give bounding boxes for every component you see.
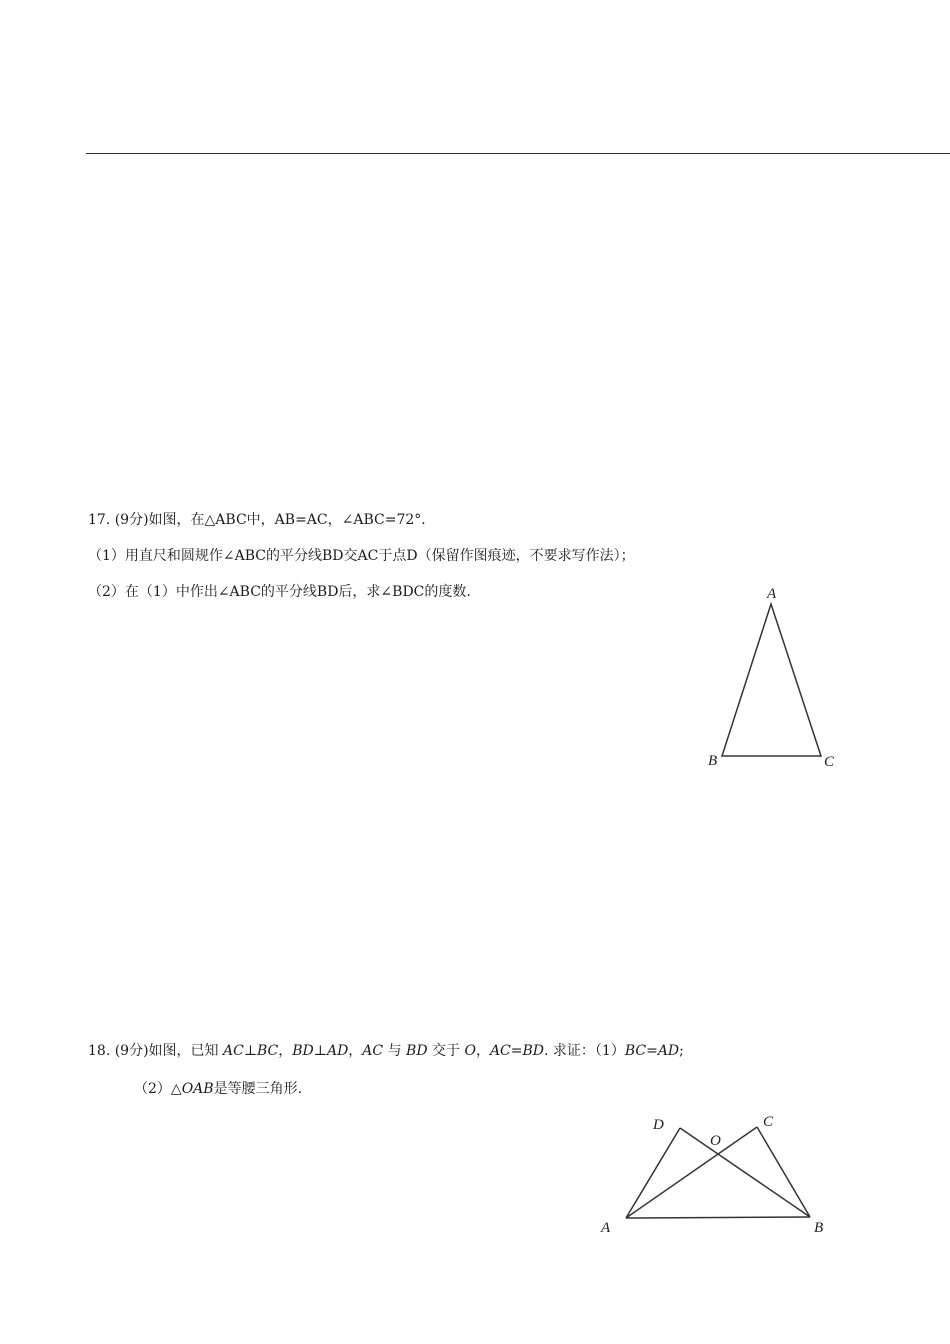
q18-seg-bd-2: BD: [406, 1043, 428, 1059]
q17-triangle-figure: [700, 580, 850, 780]
q18-seg-bc: BC: [257, 1043, 279, 1059]
q18-label-c: C: [763, 1114, 774, 1130]
q18-label-d: D: [653, 1117, 664, 1133]
q18-eq-bc-ad: BC=AD: [624, 1043, 680, 1059]
q18-eq-ac-bd: AC=BD: [489, 1043, 545, 1059]
segment-cb: [757, 1127, 810, 1217]
q18-label-b: B: [814, 1220, 824, 1236]
q18-label-a: A: [601, 1220, 611, 1236]
q18-part2: [134, 1079, 302, 1099]
q18-comma: ，: [348, 1043, 363, 1059]
q18-semicolon: ;: [679, 1043, 684, 1059]
q18-part2-suffix: 是等腰三角形.: [213, 1081, 303, 1097]
triangle-abc: [722, 604, 821, 756]
q17-label-b: B: [708, 753, 718, 769]
q18-seg-ad: AD: [326, 1043, 349, 1059]
q17-stem: 17. (9分)如图，在△ABC中，AB=AC，∠ABC=72°．: [88, 512, 436, 528]
q18-label-o: O: [710, 1133, 721, 1149]
segment-ab: [626, 1217, 810, 1218]
header-rule: [86, 153, 950, 154]
q18-seg-ac-2: AC: [362, 1043, 384, 1059]
segment-ac: [626, 1127, 757, 1218]
q18-seg-bd: BD: [292, 1043, 314, 1059]
q18-part2-prefix: （2）△: [134, 1081, 182, 1097]
q18-stem: [88, 1041, 684, 1061]
q18-quadrilateral-figure: [590, 1105, 840, 1240]
q18-triangle-oab: OAB: [181, 1081, 214, 1097]
q18-stem-prefix: 18. (9分)如图，已知: [88, 1043, 219, 1059]
q18-point-o: O: [464, 1043, 476, 1059]
q18-comma: ，: [475, 1043, 490, 1059]
perp-symbol: ⊥: [243, 1043, 257, 1059]
q18-comma: ，: [278, 1043, 293, 1059]
segment-db: [680, 1128, 810, 1217]
q18-word-and: 与: [383, 1043, 407, 1059]
segment-ad: [626, 1128, 680, 1218]
perp-symbol: ⊥: [313, 1043, 327, 1059]
q18-word-meet: 交于: [427, 1043, 465, 1059]
q17-label-a: A: [767, 586, 777, 602]
q18-seg-ac: AC: [223, 1043, 244, 1059]
q17-part2: （2）在（1）中作出∠ABC的平分线BD后，求∠BDC的度数.: [88, 584, 471, 600]
q17-label-c: C: [824, 754, 835, 770]
q18-prove: . 求证：（1）: [544, 1043, 625, 1059]
q17-part1: （1）用直尺和圆规作∠ABC的平分线BD交AC于点D（保留作图痕迹，不要求写作法）；: [88, 548, 635, 564]
